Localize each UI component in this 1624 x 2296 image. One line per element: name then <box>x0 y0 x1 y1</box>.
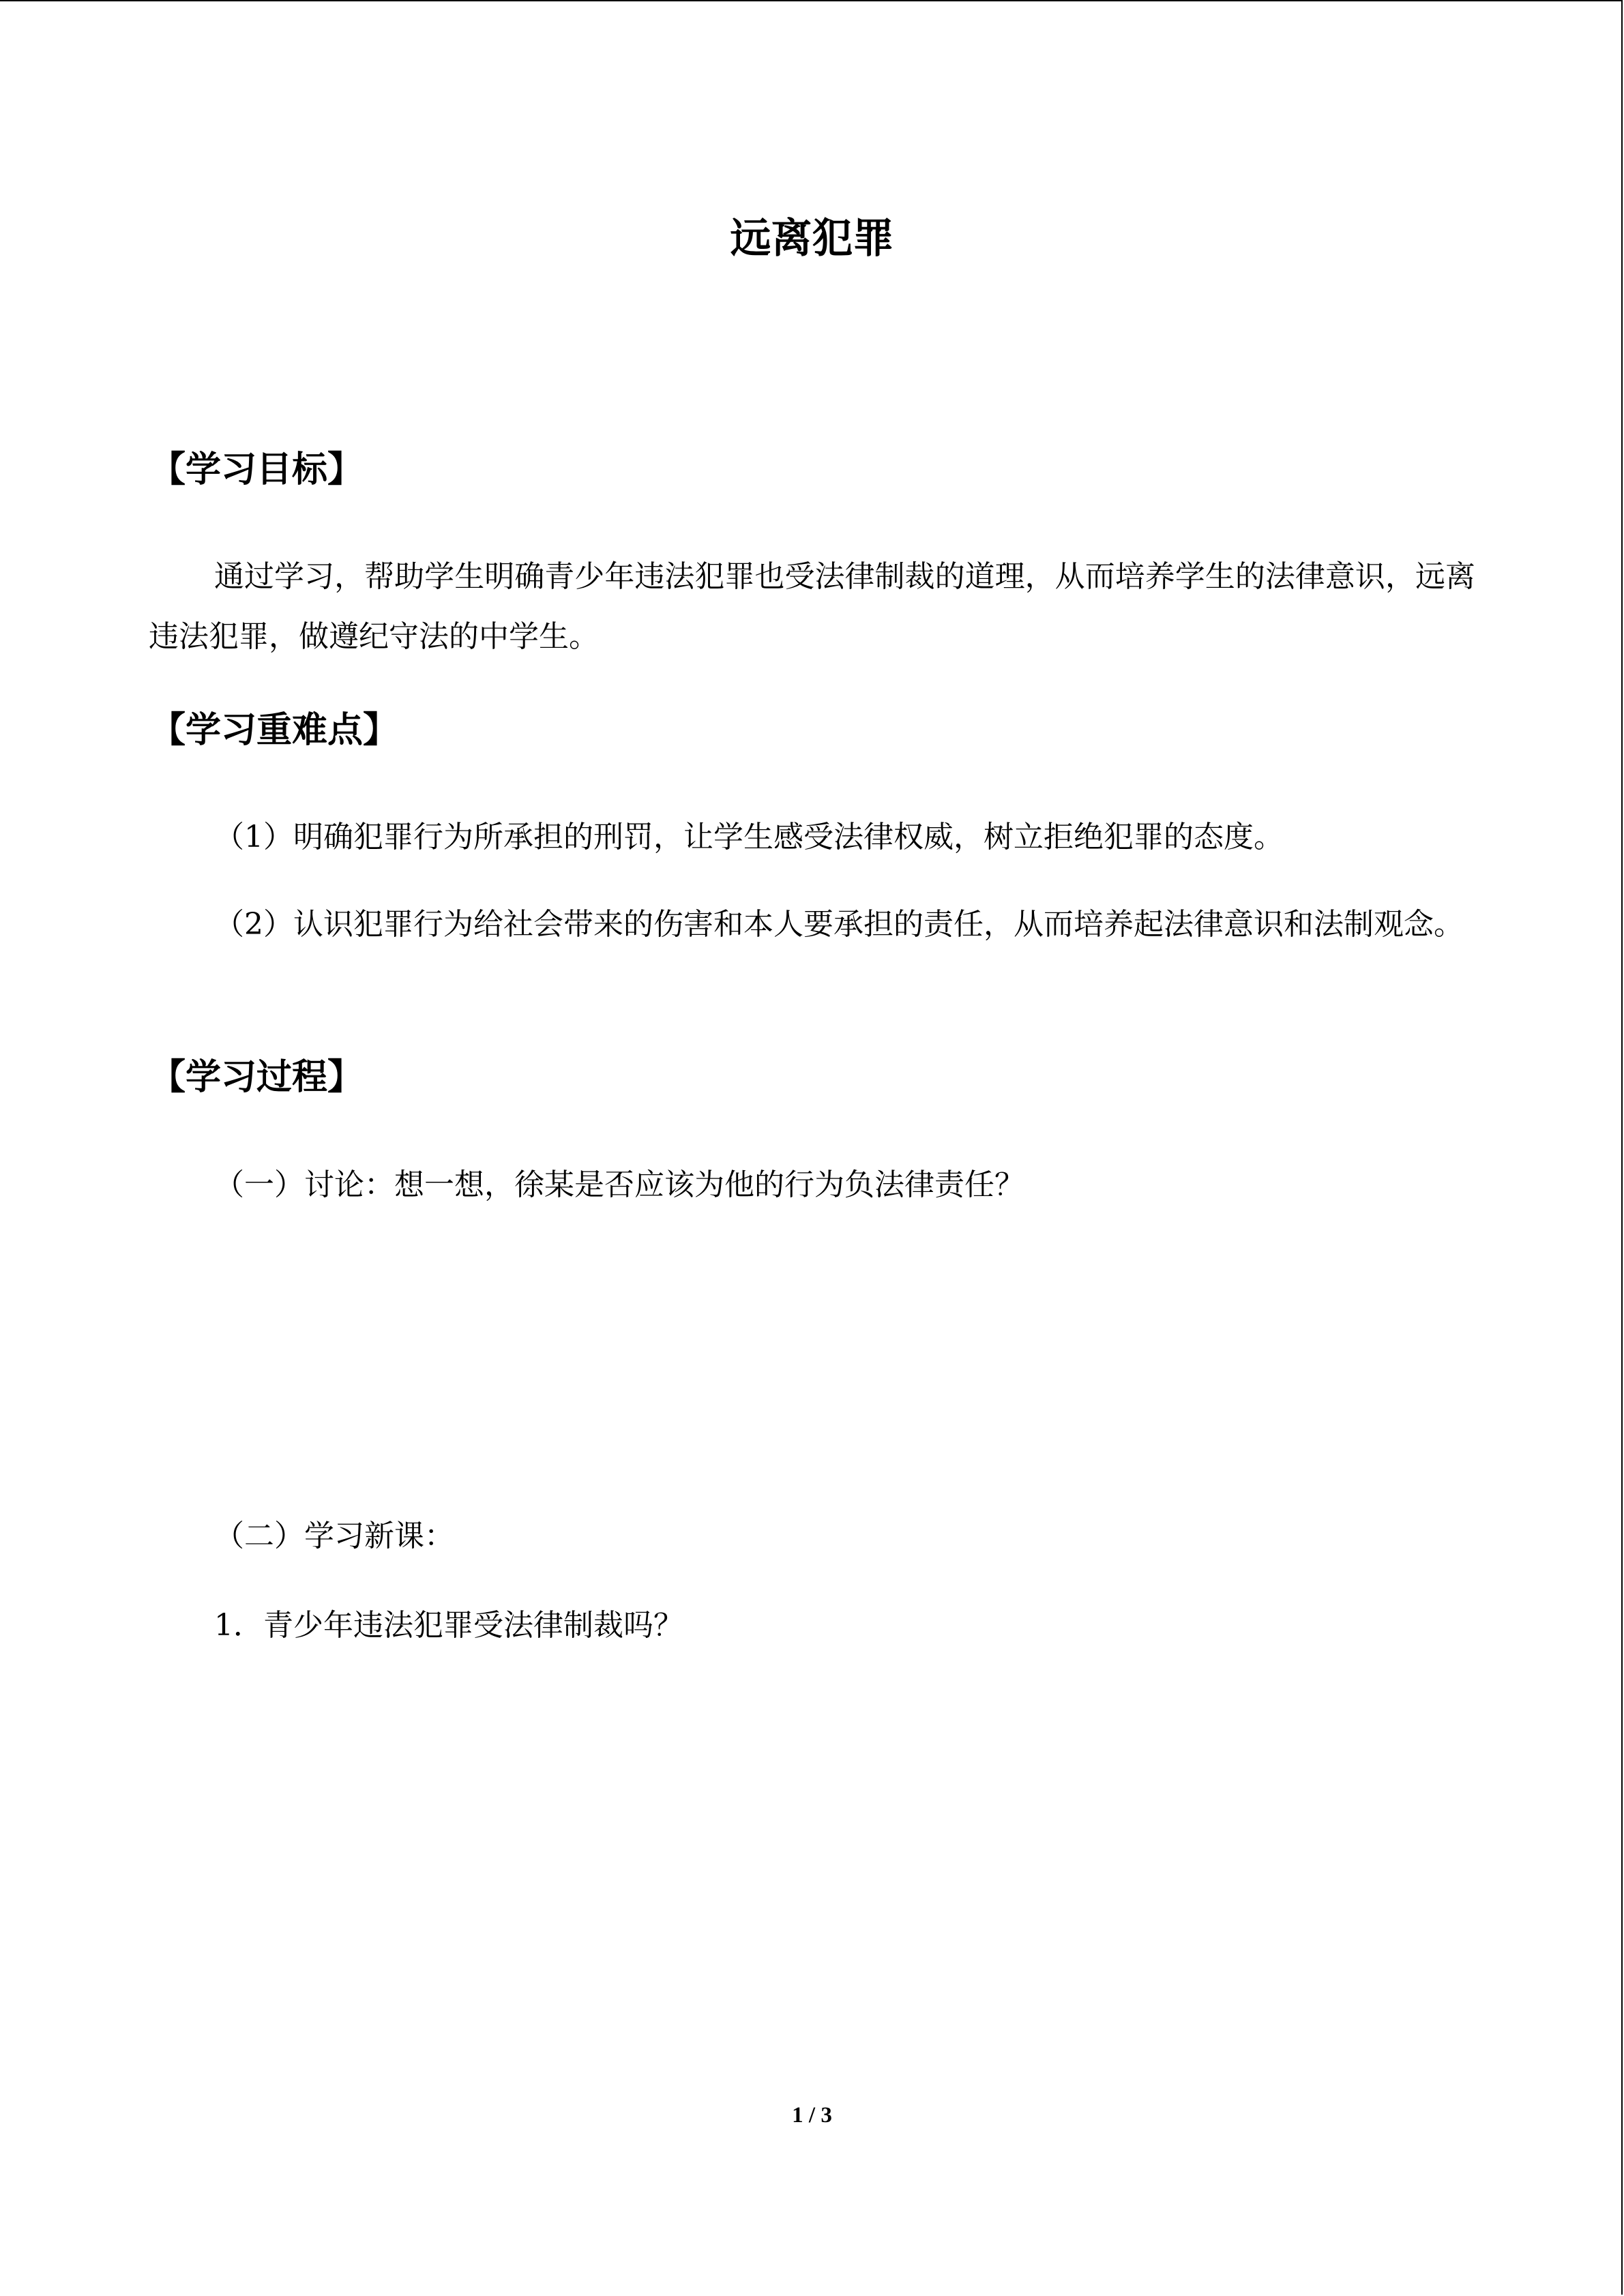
question-1: 1．青少年违法犯罪受法律制裁吗？ <box>214 1608 683 1643</box>
heading-learning-objectives: 【学习目标】 <box>150 449 364 490</box>
new-lesson-label: （二）学习新课： <box>214 1519 454 1553</box>
heading-key-points: 【学习重难点】 <box>150 710 399 751</box>
heading-learning-process: 【学习过程】 <box>150 1057 364 1098</box>
discussion-prompt: （一）讨论：想一想，徐某是否应该为他的行为负法律责任？ <box>214 1167 1024 1202</box>
key-point-1: （1）明确犯罪行为所承担的刑罚，让学生感受法律权威，树立拒绝犯罪的态度。 <box>214 820 1284 854</box>
key-point-2: （2）认识犯罪行为给社会带来的伤害和本人要承担的责任，从而培养起法律意识和法制观念。 <box>214 907 1464 942</box>
objectives-paragraph: 通过学习，帮助学生明确青少年违法犯罪也受法律制裁的道理，从而培养学生的法律意识，远离违法犯罪，做遵纪守法的中学生。 <box>149 559 1475 654</box>
document-title: 远离犯罪 <box>730 215 894 263</box>
page-number: 1 / 3 <box>792 2103 832 2128</box>
